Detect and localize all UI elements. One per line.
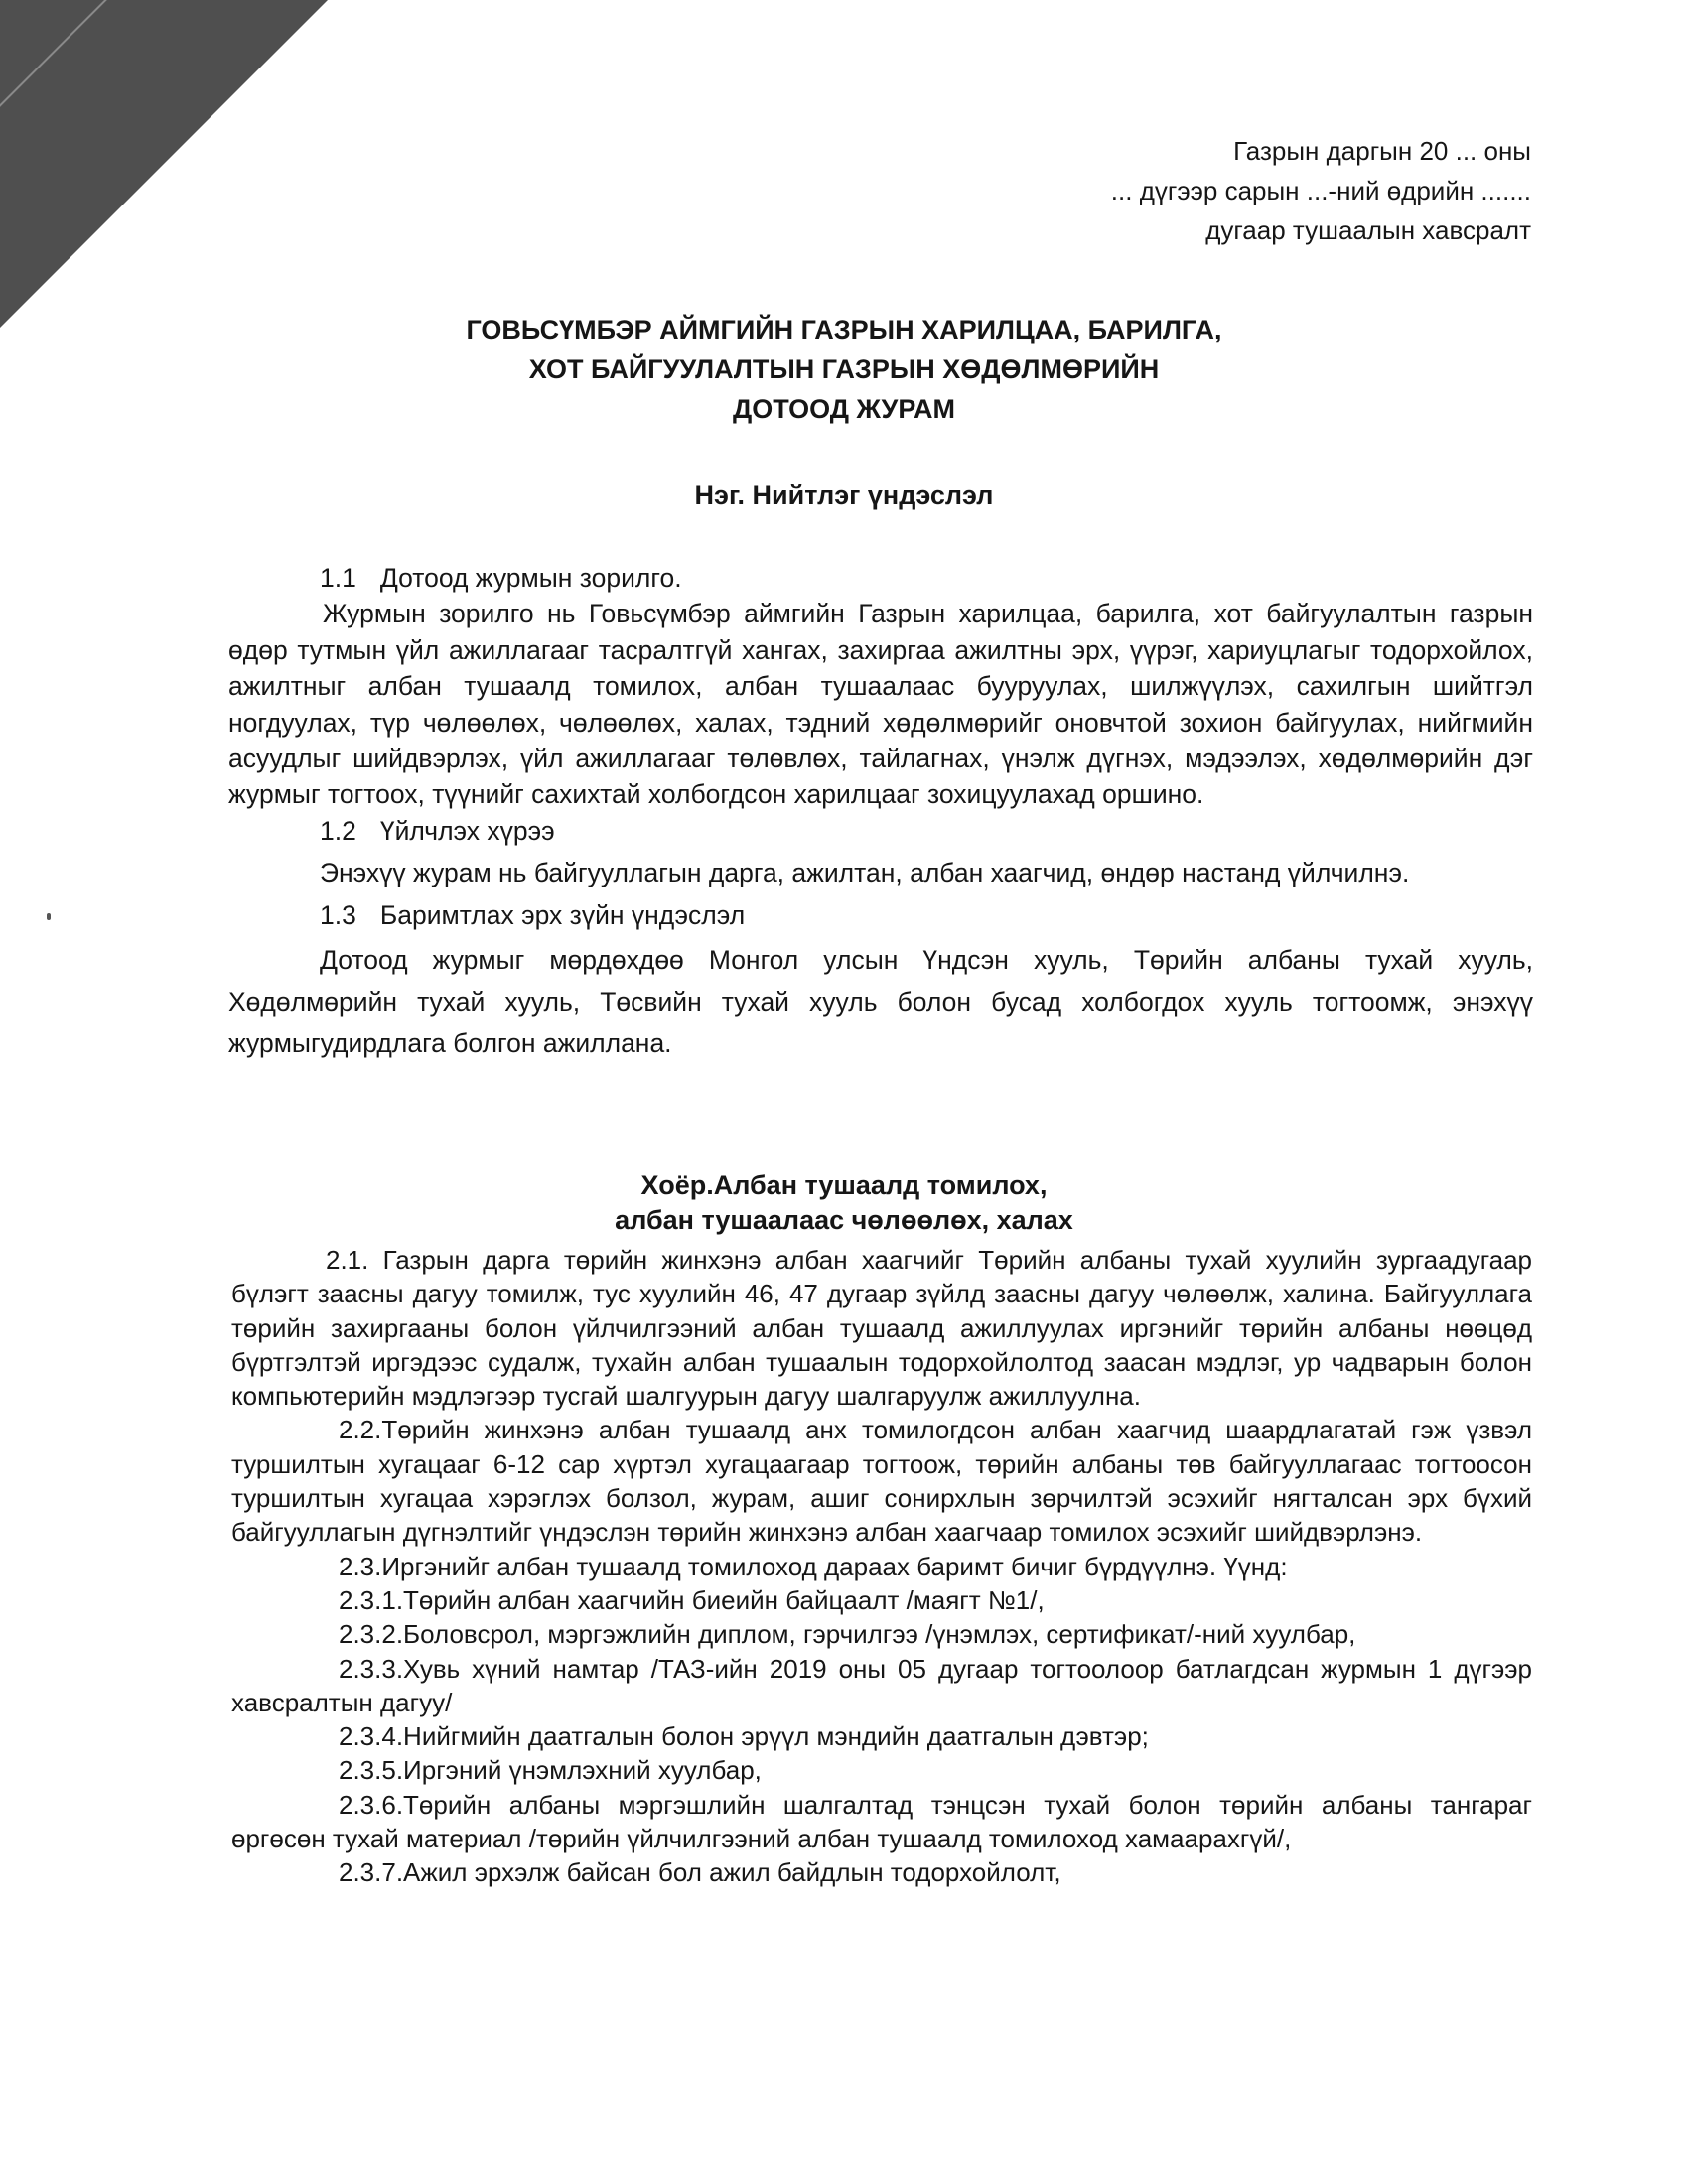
section-2-heading-line-1: Хоёр.Албан тушаалд томилох, [640, 1170, 1048, 1200]
clause-2-2: 2.2.Төрийн жинхэнэ албан тушаалд анх томилогдсон албан хаагчид шаардлагатай гэж үзвэл туршилтын хугацааг 6-12 сар хүртэл хугацаагаар тогтоож, төрийн албаны төв байгууллагаас тогтоосон туршилтын хугацаа хэрэглэх болзол, журам, ашиг сонирхлын зөрчилтэй эсэхийг нягталсан эрх бүхий байгууллагын дүгнэлтийг үндэслэн төрийн жинхэнэ албан хаагчаар томилох эсэхийг шийдвэрлэнэ. [231, 1415, 1532, 1548]
clause-1-3-heading [228, 897, 1533, 933]
clause-1-2-heading [228, 813, 1533, 849]
clause-2-3-7: 2.3.7.Ажил эрхэлж байсан бол ажил байдлын тодорхойлолт, [339, 1857, 1061, 1888]
section-1-heading: Нэг. Нийтлэг үндэслэл [694, 480, 994, 510]
title-line-3: ДОТООД ЖУРАМ [733, 394, 955, 424]
title-line-1: ГОВЬСҮМБЭР АЙМГИЙН ГАЗРЫН ХАРИЛЦАА, БАРИЛГА, [466, 315, 1222, 344]
header-line-3: дугаар тушаалын хавсралт [1205, 215, 1531, 245]
clause-2-3-2: 2.3.2.Боловсрол, мэргэжлийн диплом, гэрчилгээ /үнэмлэх, сертификат/-ний хуулбар, [339, 1619, 1356, 1650]
folded-corner [0, 0, 328, 328]
header-line-1: Газрын даргын 20 ... оны [1233, 136, 1531, 166]
clause-title: Үйлчлэх хүрээ [379, 815, 555, 846]
section-2-heading-line-2: албан тушаалаас чөлөөлөх, халах [615, 1205, 1073, 1235]
clause-2-3-3: 2.3.3.Хувь хүний намтар /ТАЗ-ийн 2019 оны 05 дугаар тогтоолоор батлагдсан журмын 1 дүгээр хавсралтын дагуу/ [231, 1653, 1532, 1717]
header-line-2: ... дүгээр сарын ...-ний өдрийн ....... [1110, 176, 1531, 205]
clause-title: Дотоод журмын зорилго. [379, 563, 682, 593]
document-title [0, 310, 1688, 429]
clause-2-3-1: 2.3.1.Төрийн албан хаагчийн биеийн байцаалт /маягт №1/, [339, 1584, 1045, 1615]
clause-number: 1.3 [320, 899, 356, 930]
clause-1-1-text: Журмын зорилго нь Говьсүмбэр аймгийн Газрын харилцаа, барилга, хот байгуулалтын газрын өдөр тутмын үйл ажиллагааг тасралтгүй хангах, захиргаа ажилтны эрх, үүрэг, хариуцлагыг тодорхойлох, ажилтныг албан тушаалд томилох, албан тушаалаас бууруулах, шилжүүлэх, сахилгын шийтгэл ногдуулах, түр чөлөөлөх, чөлөөлөх, халах, тэдний хөдөлмөрийг оновчтой зохион байгуулах, нийгмийн асуудлыг шийдвэрлэх, үйл ажиллагааг төлөвлөх, тайлагнах, үнэлж дүгнэх, мэдээлэх, хөдөлмөрийн дэг журмыг тогтоох, түүнийг сахихтай холбогдсон харилцааг зохицуулахад оршино. [228, 599, 1533, 810]
clause-number: 1.1 [320, 563, 356, 593]
clause-title: Баримтлах эрх зүйн үндэслэл [379, 899, 746, 930]
section-2-heading [0, 1168, 1688, 1238]
section-1-body [228, 560, 1533, 1064]
clause-2-3-5: 2.3.5.Иргэний үнэмлэхний хуулбар, [339, 1755, 762, 1786]
clause-1-2-text: Энэхүү журам нь байгууллагын дарга, ажилтан, албан хаагчид, өндөр настанд үйлчилнэ. [320, 858, 1410, 888]
clause-2-3-4: 2.3.4.Нийгмийн даатгалын болон эрүүл мэндийн даатгалын дэвтэр; [339, 1721, 1149, 1752]
clause-1-3-text: Дотоод журмыг мөрдөхдөө Монгол улсын Үндсэн хууль, Төрийн албаны тухай хууль, Хөдөлмөрийн тухай хууль, Төсвийн тухай хууль болон бусад холбогдох хууль тогтоомж, энэхүү журмыгудирдлага болгон ажиллана. [228, 945, 1533, 1059]
section-2-body [231, 1243, 1532, 1890]
attachment-header [1111, 131, 1531, 250]
clause-2-3: 2.3.Иргэнийг албан тушаалд томилоход дараах баримт бичиг бүрдүүлнэ. Үүнд: [339, 1551, 1288, 1581]
scan-speck [47, 913, 51, 920]
title-line-2: ХОТ БАЙГУУЛАЛТЫН ГАЗРЫН ХӨДӨЛМӨРИЙН [528, 354, 1160, 384]
clause-2-3-6: 2.3.6.Төрийн албаны мэргэшлийн шалгалтад тэнцсэн тухай болон төрийн албаны тангараг өргөсөн тухай материал /төрийн үйлчилгээний албан тушаалд томилоход хамаарахгүй/, [231, 1789, 1532, 1854]
clause-2-1: 2.1. Газрын дарга төрийн жинхэнэ албан хаагчийг Төрийн албаны тухай хуулийн зургаадугаар бүлэгт заасны дагуу томилж, тус хуулийн 46, 47 дугаар зүйлд заасны дагуу чөлөөлж, халина. Байгууллага төрийн захиргааны болон үйлчилгээний албан тушаалд ажиллуулах иргэнийг төрийн албаны нөөцөд бүртгэлтэй иргэдээс судалж, тухайн албан тушаалын тодорхойлолтод заасан мэдлэг, ур чадварын болон компьютерийн мэдлэгээр тусгай шалгуурын дагуу шалгаруулж ажиллуулна. [231, 1245, 1532, 1412]
clause-number: 1.2 [320, 815, 356, 846]
clause-1-1-heading [228, 560, 1533, 596]
